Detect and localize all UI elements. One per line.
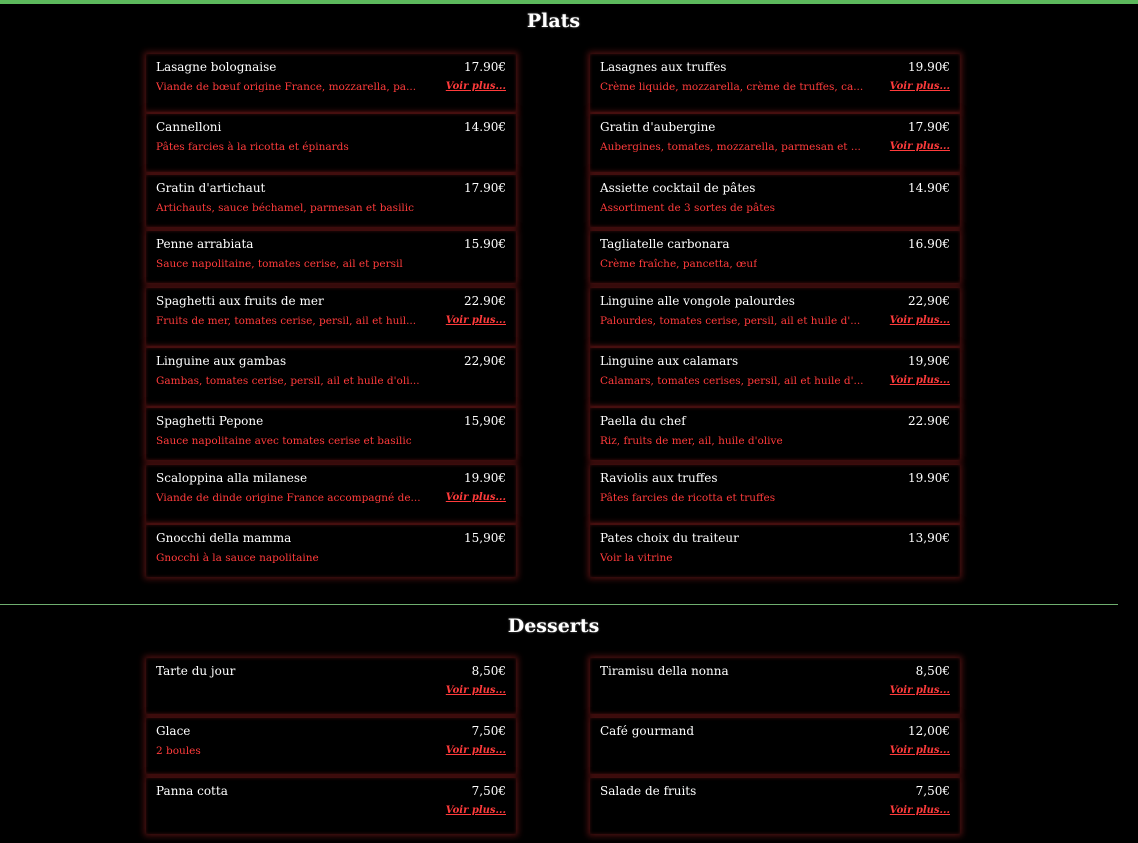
menu-item-name: Tarte du jour	[156, 664, 236, 678]
menu-item-card	[146, 658, 516, 714]
menu-item-price: 17.90€	[464, 181, 506, 195]
menu-item-card	[146, 114, 516, 172]
menu-item-description: Crème liquide, mozzarella, crème de truffes, ca...	[600, 81, 864, 93]
menu-item-name: Paella du chef	[600, 414, 686, 428]
menu-item-card	[146, 231, 516, 283]
menu-item-card	[146, 408, 516, 460]
menu-item-card	[590, 408, 960, 460]
menu-item-description: Fruits de mer, tomates cerise, persil, ail et huil...	[156, 315, 417, 327]
menu-item-price: 13,90€	[908, 531, 950, 545]
menu-item-name: Panna cotta	[156, 784, 228, 798]
menu-item-name: Tiramisu della nonna	[600, 664, 729, 678]
menu-item-description: Aubergines, tomates, mozzarella, parmesan et ...	[600, 141, 861, 153]
menu-item-price: 15,90€	[464, 531, 506, 545]
menu-item-description: Gnocchi à la sauce napolitaine	[156, 552, 319, 564]
menu-item-name: Lasagne bolognaise	[156, 60, 277, 74]
menu-item-price: 7,50€	[471, 784, 506, 798]
menu-item-price: 15.90€	[464, 237, 506, 251]
see-more-link[interactable]: Voir plus...	[889, 141, 950, 152]
menu-item-card	[146, 54, 516, 112]
menu-item-card	[590, 231, 960, 283]
menu-item-name: Spaghetti Pepone	[156, 414, 264, 428]
menu-item-card	[146, 525, 516, 577]
menu-item-card	[590, 348, 960, 406]
menu-item-description: Gambas, tomates cerise, persil, ail et huile d'oli...	[156, 375, 420, 387]
see-more-link[interactable]: Voir plus...	[889, 81, 950, 92]
menu-item-name: Penne arrabiata	[156, 237, 254, 251]
menu-item-name: Scaloppina alla milanese	[156, 471, 308, 485]
menu-item-description: Riz, fruits de mer, ail, huile d'olive	[600, 435, 783, 447]
see-more-link[interactable]: Voir plus...	[889, 745, 950, 756]
menu-item-price: 15,90€	[464, 414, 506, 428]
menu-item-card	[590, 658, 960, 714]
menu-item-name: Gratin d'artichaut	[156, 181, 266, 195]
menu-item-price: 22.90€	[908, 414, 950, 428]
menu-item-card	[146, 718, 516, 774]
menu-item-card	[146, 465, 516, 523]
menu-item-description: Artichauts, sauce béchamel, parmesan et basilic	[156, 202, 415, 214]
see-more-link[interactable]: Voir plus...	[889, 375, 950, 386]
see-more-link[interactable]: Voir plus...	[889, 805, 950, 816]
menu-item-name: Café gourmand	[600, 724, 695, 738]
see-more-link[interactable]: Voir plus...	[445, 492, 506, 503]
menu-item-card	[590, 718, 960, 774]
menu-item-price: 19,90€	[908, 354, 950, 368]
menu-item-description: Voir la vitrine	[600, 552, 673, 564]
menu-item-name: Glace	[156, 724, 191, 738]
menu-item-name: Linguine alle vongole palourdes	[600, 294, 795, 308]
menu-item-name: Cannelloni	[156, 120, 222, 134]
menu-item-price: 17.90€	[908, 120, 950, 134]
menu-item-description: Pâtes farcies de ricotta et truffes	[600, 492, 776, 504]
top-accent-bar	[0, 0, 1138, 4]
see-more-link[interactable]: Voir plus...	[445, 805, 506, 816]
menu-item-name: Spaghetti aux fruits de mer	[156, 294, 324, 308]
plats-title: Plats	[526, 10, 581, 32]
menu-item-price: 14.90€	[464, 120, 506, 134]
see-more-link[interactable]: Voir plus...	[889, 685, 950, 696]
menu-item-name: Linguine aux gambas	[156, 354, 287, 368]
menu-item-description: Crème fraîche, pancetta, œuf	[600, 258, 758, 270]
menu-item-price: 22.90€	[464, 294, 506, 308]
menu-item-description: Palourdes, tomates cerise, persil, ail et huile d'...	[600, 315, 861, 327]
menu-item-card	[590, 54, 960, 112]
menu-item-price: 16.90€	[908, 237, 950, 251]
menu-item-name: Tagliatelle carbonara	[600, 237, 730, 251]
see-more-link[interactable]: Voir plus...	[445, 81, 506, 92]
menu-item-description: Sauce napolitaine avec tomates cerise et basilic	[156, 435, 412, 447]
menu-item-card	[590, 778, 960, 834]
menu-item-name: Salade de fruits	[600, 784, 697, 798]
menu-item-price: 19.90€	[908, 60, 950, 74]
menu-item-card	[146, 175, 516, 227]
menu-item-card	[146, 288, 516, 346]
menu-item-card	[146, 348, 516, 406]
menu-item-price: 12,00€	[908, 724, 950, 738]
section-divider	[0, 604, 1118, 605]
menu-item-name: Gnocchi della mamma	[156, 531, 292, 545]
menu-item-description: Viande de dinde origine France accompagné de...	[156, 492, 421, 504]
menu-item-name: Gratin d'aubergine	[600, 120, 716, 134]
see-more-link[interactable]: Voir plus...	[445, 315, 506, 326]
menu-item-name: Lasagnes aux truffes	[600, 60, 727, 74]
menu-item-description: Pâtes farcies à la ricotta et épinards	[156, 141, 349, 153]
menu-item-description: Viande de bœuf origine France, mozzarella, pa...	[156, 81, 417, 93]
menu-item-description: 2 boules	[156, 745, 201, 757]
menu-item-description: Calamars, tomates cerises, persil, ail et huile d'...	[600, 375, 864, 387]
menu-item-price: 8,50€	[471, 664, 506, 678]
menu-item-card	[146, 778, 516, 834]
desserts-title: Desserts	[507, 615, 600, 637]
menu-item-name: Raviolis aux truffes	[600, 471, 718, 485]
menu-item-price: 7,50€	[915, 784, 950, 798]
menu-item-card	[590, 525, 960, 577]
menu-item-name: Pates choix du traiteur	[600, 531, 739, 545]
menu-item-name: Linguine aux calamars	[600, 354, 739, 368]
menu-item-price: 7,50€	[471, 724, 506, 738]
menu-item-price: 22,90€	[908, 294, 950, 308]
menu-item-price: 14.90€	[908, 181, 950, 195]
see-more-link[interactable]: Voir plus...	[445, 745, 506, 756]
menu-item-name: Assiette cocktail de pâtes	[600, 181, 756, 195]
menu-item-price: 17.90€	[464, 60, 506, 74]
menu-item-price: 22,90€	[464, 354, 506, 368]
menu-item-card	[590, 114, 960, 172]
menu-item-price: 8,50€	[915, 664, 950, 678]
see-more-link[interactable]: Voir plus...	[445, 685, 506, 696]
menu-item-card	[590, 288, 960, 346]
menu-item-description: Assortiment de 3 sortes de pâtes	[600, 202, 776, 214]
menu-item-price: 19.90€	[908, 471, 950, 485]
menu-item-card	[590, 465, 960, 523]
menu-item-card	[590, 175, 960, 227]
menu-item-description: Sauce napolitaine, tomates cerise, ail et persil	[156, 258, 403, 270]
menu-item-price: 19.90€	[464, 471, 506, 485]
see-more-link[interactable]: Voir plus...	[889, 315, 950, 326]
